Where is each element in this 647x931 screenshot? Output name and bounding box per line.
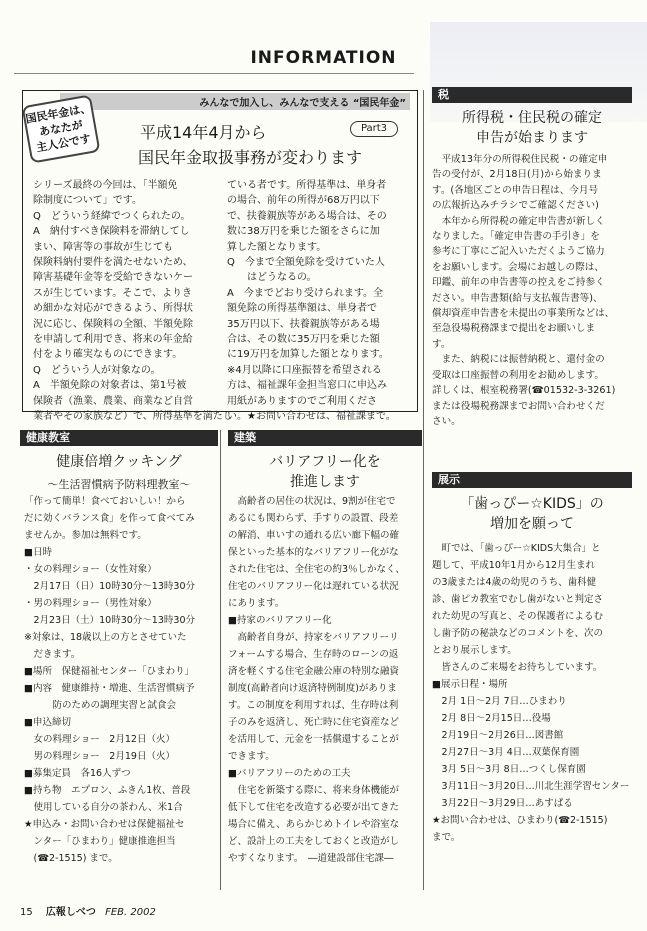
health-title: 健康倍増クッキング <box>56 454 182 470</box>
building-label: 建築 <box>228 430 422 446</box>
exhibit-label: 展示 <box>432 472 632 488</box>
exhibit-body: 町では、「歯っぴー☆KIDS大集合」と 題して、平成10年1月から12月生まれ の3歳または4歳の幼児のうち、歯科健 診、歯ピカ教室でむし歯がないと判定さ れた幼児の写真と、その保護者によるむ し歯予防の秘訣などのコメントを、次の とおり展示します。 皆さんのご来場をお待ちしています。 ■展示日程・場所 2月 1日〜2月 7日…ひまわり 2月 8日〜2月15日…役場 2月19日〜2月26日…図書館 2月27日〜3月 4日…双葉保育園 3月 5日〜3月 8日…つくし保育園 3月11日〜3月20日…川北生涯学習センター 3月22日〜3月29日…あすぱる ★お問い合わせは、ひまわり(☎2-1515) まで。 <box>432 543 630 843</box>
pension-col1: シリーズ最終の今回は、「半額免 除制度について」です。 Q どういう経緯でつくられたの。 A 納付すべき保険料を滞納してし まい、障害等の事故が生じても 保険料納付要件を満たせないため、 障害基礎年金等を受給できないケー スが生じています。そこで、よりき め細かな対応ができるよう、所得状 況に応じ、保険料の全額、半額免除 を申請して利用でき、将来の年金給 付をより確実なものにできます。 Q どういう人が対象なの。 A 半額免除の対象者は、第1号被 保険者（漁業、農業、商業など自営 業者やその家族など）で、所得基準を満たし <box>33 180 233 423</box>
health-body: 「作って簡単！食べておいしい！から だに効くバランス食」を作って食べてみ ませんか。参加は無料です。 ■日時 ・女の料理ショー（女性対象） 2月17日（日）10時30分〜13時30分 ・男の料理ショー（男性対象） 2月23日（土）10時30分〜13時30分 ※対象は、18歳以上の方とさせていた だきます。 ■場所 保健福祉センター「ひまわり」 ■内容 健康維持・増進、生活習慣病予 防のための調理実習と試食会 ■申込締切 女の料理ショー 2月12日（火） 男の料理ショー 2月19日（火） ■募集定員 各16人ずつ ■持ち物 エプロン、ふきん1枚、普段 使用している自分の茶わん、米1合 ★申込み・お問い合わせは保健福祉セ ンター「ひまわり」健康推進担当 (☎2-1515) まで。 <box>24 496 195 864</box>
pension-seal: 国民年金は、 あなたが 主人公です <box>21 94 100 163</box>
exhibit-title: 「歯っぴー☆KIDS」の 増加を願って <box>460 496 604 532</box>
building-title: バリアフリー化を 推進します <box>269 454 381 490</box>
page-number: 15 <box>20 907 33 918</box>
tax-body: 平成13年分の所得税住民税・の確定申 告の受付が、2月18日(月)から始まりま す。(各地区ごとの申告日程は、今月号 の広報折込みチラシでご確認ください) 本年から所得税の確定申告書が新しく なりました。「確定申告書の手引き」を 参考に丁寧にご記入いただくようご協力 をお願いします。会場にお越しの際は、 印鑑、前年の申告書等の控えをご持参く ださい。申告書類(給与支払報告書等)、 償却資産申告書を未提出の事業所などは、 至急役場税務課まで提出をお願いしま す。 また、納税には振替納税と、還付金の 受取は口座振替の利用をお勧めします。 詳しくは、根室税務署(☎01532-3-3261) または役場税務課までお問い合わせくだ さい。 <box>432 154 616 427</box>
header-rule <box>14 73 414 74</box>
issue-date: FEB. 2002 <box>105 907 156 918</box>
health-label: 健康教室 <box>20 430 218 446</box>
page-title: INFORMATION <box>250 48 397 68</box>
tax-label: 税 <box>432 87 632 103</box>
building-body: 高齢者の居住の状況は、9割が住宅で あるにも関わらず、手すりの設置、段差 の解消、車いすの通れる広い廊下幅の確 保といった基本的なバリアフリー化がな された住宅は、全住宅の約3％しかなく、 住宅のバリアフリー化は遅れている状況 にあります。 ■持家のバリアフリー化 高齢者自身が、持家をバリアフリーリ フォームする場合、生存時のローンの返 済を軽くする住宅金融公庫の特別な融資 制度(高齢者向け返済特例制度)がありま す。この制度を利用すれば、生存時は利 子のみを返済し、死亡時に住宅資産など を活用して、元金を一括償還することが できます。 ■バリアフリーのための工夫 住宅を新築する際に、将来身体機能が 低下して住宅を改造する必要が出てきた 場合に備え、あらかじめトイレや浴室な ど、設計上の工夫をしておくと改造がし やすくなります。 ―道建設部住宅課― <box>228 496 405 864</box>
column-divider-2 <box>220 430 221 890</box>
pension-tagline: みんなで加入し、みんなで支える “国民年金” <box>60 93 410 110</box>
column-divider <box>423 90 424 890</box>
part-badge: Part3 <box>350 121 398 137</box>
pension-title-2: 国民年金取扱事務が変わります <box>138 148 363 167</box>
tax-title: 所得税・住民税の確定 申告が始まります <box>462 110 602 146</box>
footer <box>20 903 156 918</box>
top-right-decoration <box>430 22 647 122</box>
publication-name: 広報しべつ <box>45 907 96 918</box>
pension-col2: ている者です。所得基準は、単身者 の場合、前年の所得が68万円以下 で、扶養親族等がある場合は、その 数に38万円を乗じた額をさらに加 算した額となります。 Q 今まで全額免除を受けていた人 はどうなるの。 A 今までどおり受けられます。全 額免除の所得基準額は、単身者で 35万円以下、扶養親族等がある場 合は、その数に35万円を乗じた額 に19万円を加算した額となります。 ※4月以降に口座振替を希望される 方は、福祉課年金担当窓口に申込み 用紙がありますのでご利用くださ い。★お問い合わせは、福祉課まで。 <box>227 180 396 423</box>
pension-title-1: 平成14年4月から <box>140 123 267 142</box>
health-subtitle: 〜生活習慣病予防料理教室〜 <box>47 478 191 491</box>
